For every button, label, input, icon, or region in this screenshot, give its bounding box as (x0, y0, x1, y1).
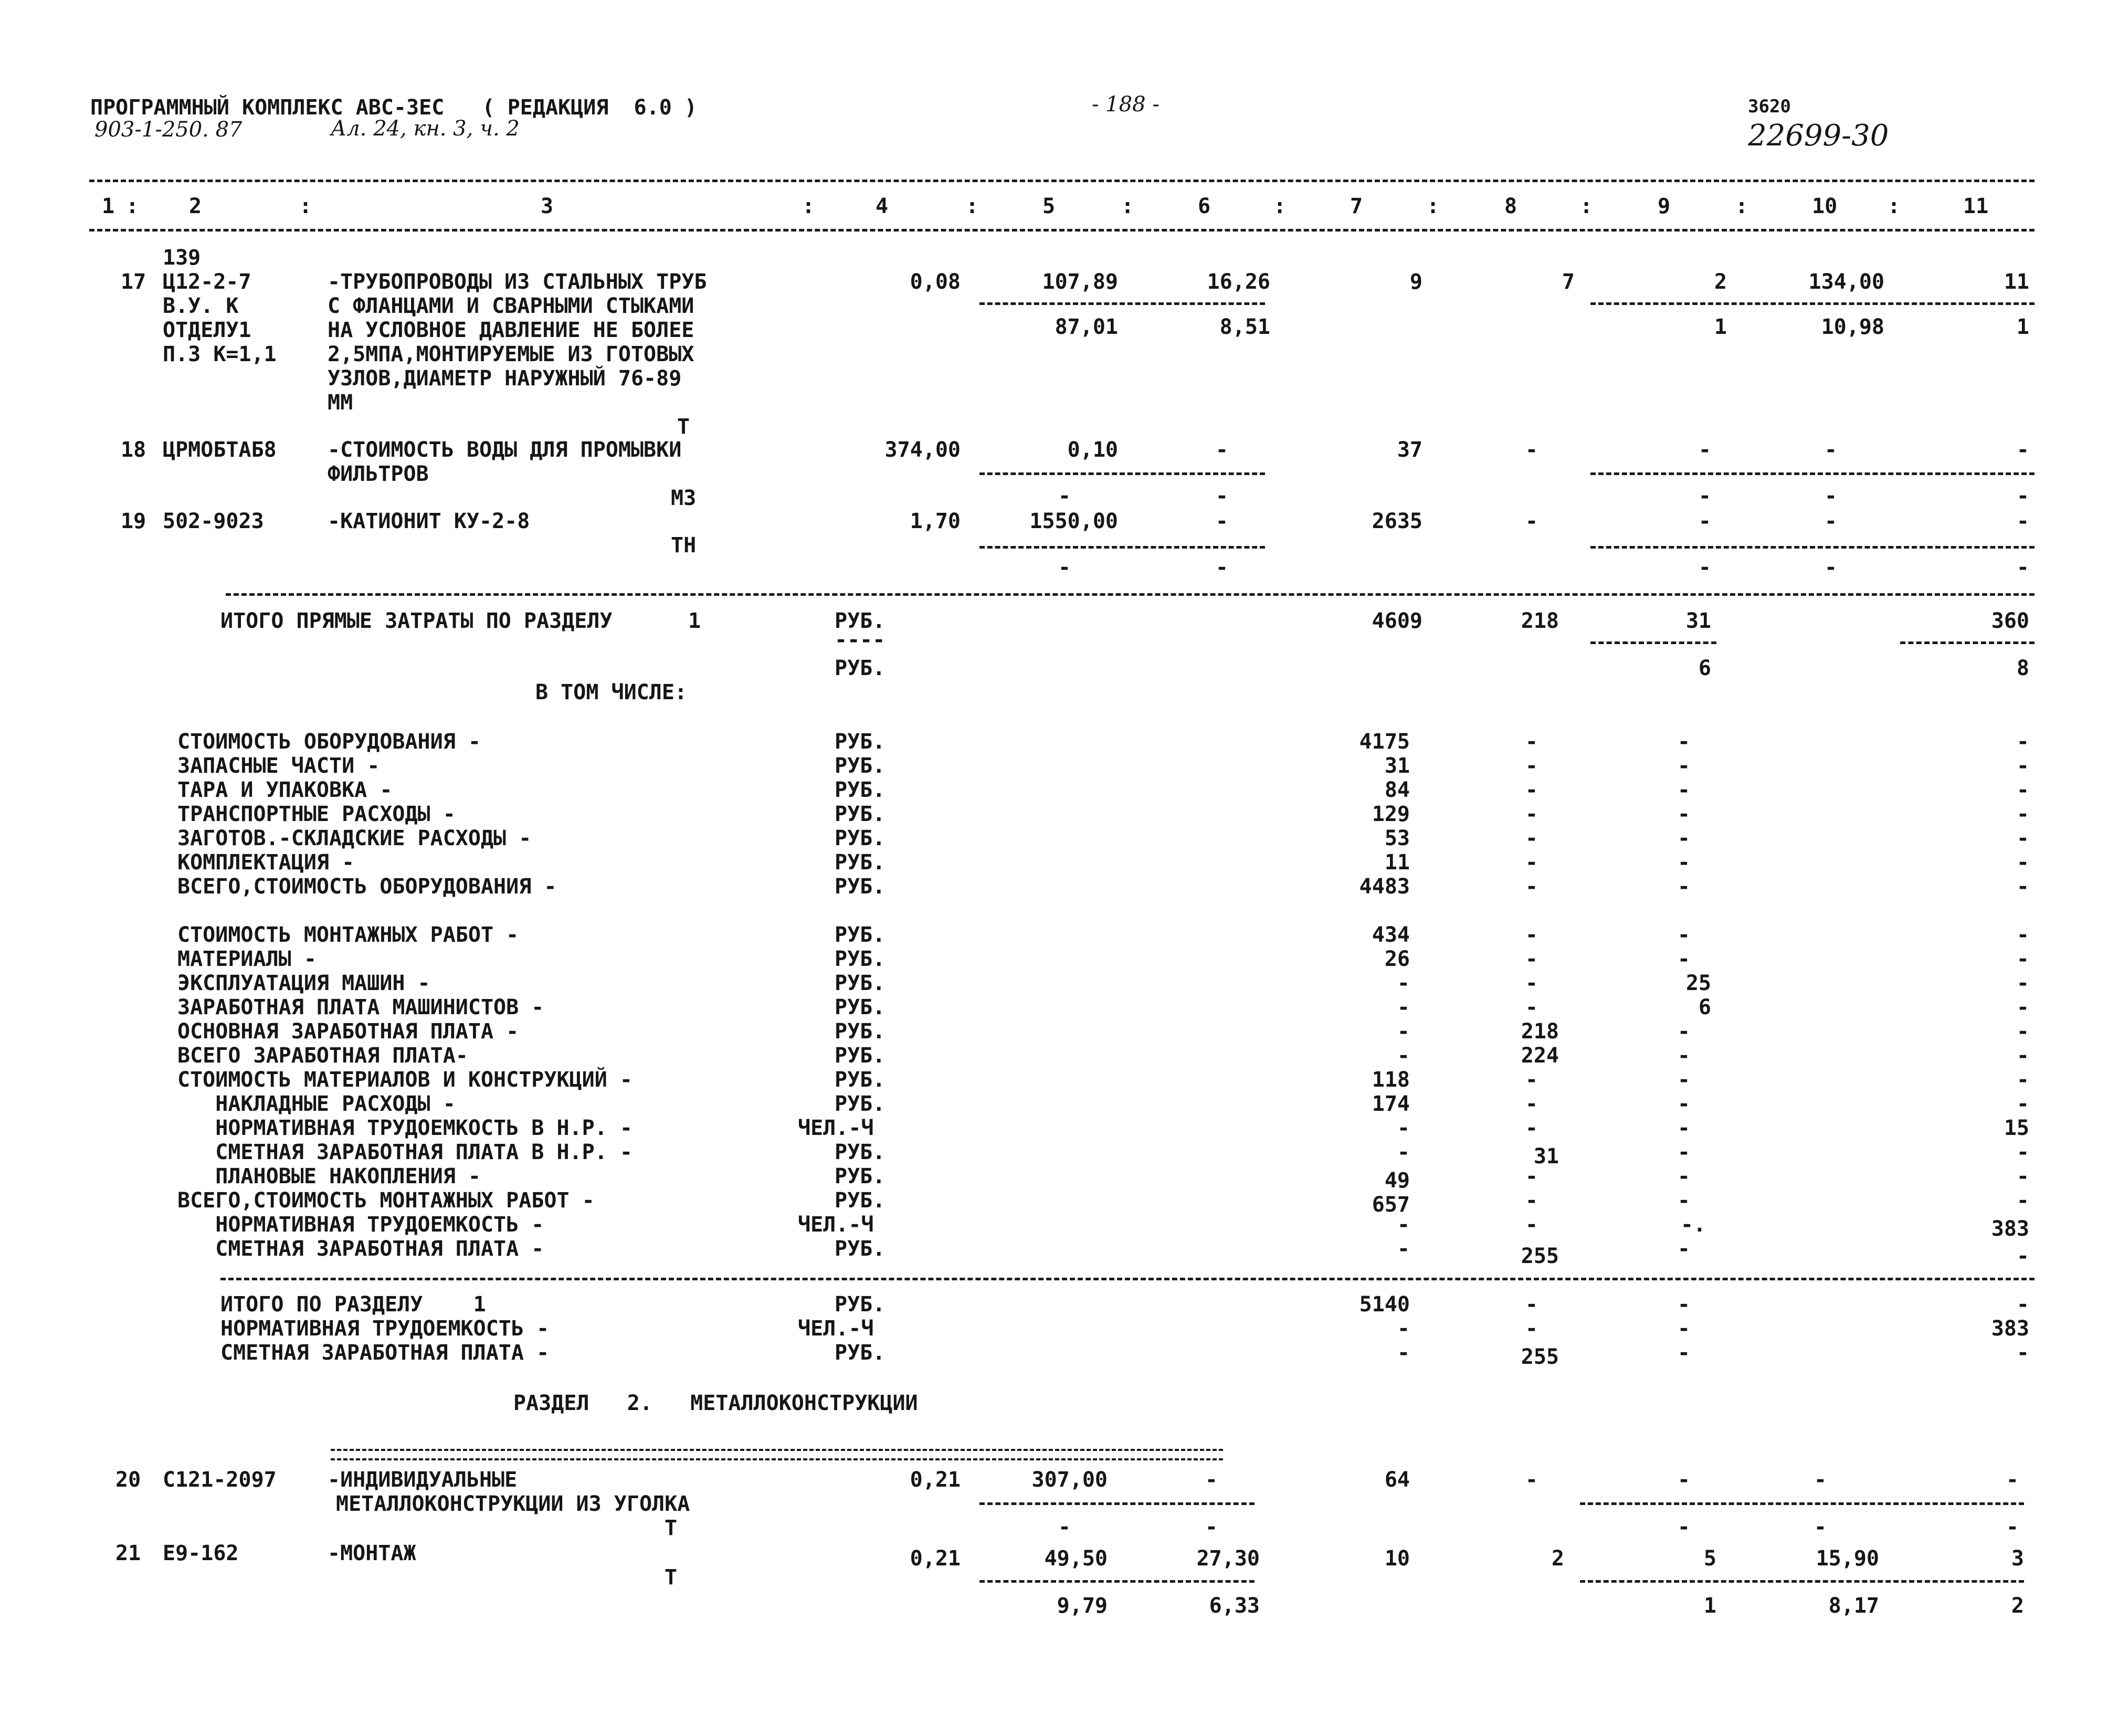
cell-c9-labor: 1 (1714, 315, 1727, 339)
line-c8: 31 (1533, 1144, 1559, 1169)
total-c8: - (1525, 1317, 1538, 1341)
total-c7: - (1397, 1341, 1410, 1365)
cell-c11: - (2016, 509, 2029, 533)
summary-c11-labor: 8 (2016, 656, 2029, 680)
cell-c6-labor: 6,33 (1209, 1594, 1260, 1618)
section-title: РАЗДЕЛ 2. МЕТАЛЛОКОНСТРУКЦИИ (513, 1391, 918, 1415)
line-c9: - (1677, 1116, 1690, 1140)
line-label: НОРМАТИВНАЯ ТРУДОЕМКОСТЬ - (177, 1213, 544, 1237)
total-c8: 255 (1521, 1345, 1559, 1369)
line-label: ОСНОВНАЯ ЗАРАБОТНАЯ ПЛАТА - (177, 1019, 519, 1044)
cell-c5-labor: - (1058, 555, 1071, 580)
cell-c10-labor: - (1824, 484, 1837, 508)
cell-c11: 3 (2011, 1546, 2024, 1571)
total-label: ИТОГО ПО РАЗДЕЛУ 1 (220, 1292, 486, 1317)
cell-c4: 0,21 (910, 1546, 961, 1571)
cell-c10-labor: 10,98 (1821, 315, 1884, 339)
line-c8: - (1525, 947, 1538, 971)
cell-c11: 11 (2004, 270, 2029, 294)
cell-c5: 49,50 (1044, 1546, 1108, 1571)
cell-rule (1590, 546, 2035, 549)
row-number: 19 (121, 509, 146, 533)
line-unit: РУБ. (835, 1188, 886, 1213)
row-description: -КАТИОНИТ КУ-2-8 (328, 509, 530, 533)
line-c9: - (1677, 947, 1690, 971)
total-c11: - (2016, 1341, 2029, 1365)
cell-c5: 1550,00 (1029, 509, 1118, 533)
total-unit: РУБ. (835, 1341, 886, 1365)
line-unit: РУБ. (835, 730, 886, 754)
row-description: -ТРУБОПРОВОДЫ ИЗ СТАЛЬНЫХ ТРУБ (328, 270, 707, 294)
line-unit: РУБ. (835, 1068, 886, 1092)
line-c8: - (1525, 778, 1538, 802)
total-c8: - (1525, 1292, 1538, 1317)
summary-c9: 31 (1685, 609, 1711, 633)
line-c11: - (2016, 971, 2029, 995)
line-c11: - (2016, 1244, 2029, 1268)
line-c8: - (1525, 754, 1538, 778)
col-header-1: 1 (102, 194, 115, 218)
col-header-10: 10 (1812, 194, 1838, 218)
cell-c11-labor: 2 (2011, 1594, 2024, 1618)
line-label: СМЕТНАЯ ЗАРАБОТНАЯ ПЛАТА В Н.Р. - (177, 1140, 633, 1164)
cell-c5-labor: - (1058, 1515, 1071, 1539)
cell-c10-labor: - (1824, 555, 1837, 580)
line-label: ВСЕГО ЗАРАБОТНАЯ ПЛАТА- (177, 1044, 468, 1068)
col-sep: : (1580, 194, 1593, 218)
line-c8: - (1525, 1116, 1538, 1140)
cell-c7: 10 (1384, 1546, 1410, 1571)
row-code: Ц12-2-7 (163, 270, 251, 294)
cell-c6: - (1215, 438, 1228, 462)
cell-c8: - (1525, 438, 1538, 462)
line-unit: РУБ. (835, 802, 886, 826)
cell-c5-labor: 87,01 (1055, 315, 1118, 339)
row-description: ФИЛЬТРОВ (328, 462, 429, 486)
album-reference: Ал. 24, кн. 3, ч. 2 (331, 117, 520, 141)
line-c9: - (1677, 826, 1690, 850)
line-c9: - (1677, 1019, 1690, 1044)
total-unit: РУБ. (835, 1292, 886, 1317)
line-c11: - (2016, 826, 2029, 850)
col-header-3: 3 (541, 194, 554, 218)
line-c7: 26 (1384, 947, 1410, 971)
line-c8: - (1525, 826, 1538, 850)
page-number: - 188 - (1092, 92, 1160, 117)
section-rule (220, 1278, 2035, 1280)
line-c9: -. (1680, 1213, 1706, 1237)
line-label: ПЛАНОВЫЕ НАКОПЛЕНИЯ - (177, 1164, 481, 1188)
row-code: ОТДЕЛУ1 (163, 318, 251, 342)
cell-rule (1580, 1580, 2024, 1583)
line-c9: - (1677, 1237, 1690, 1261)
line-unit: РУБ. (835, 971, 886, 995)
col-header-9: 9 (1658, 194, 1671, 218)
line-unit: РУБ. (835, 923, 886, 947)
line-unit: РУБ. (835, 754, 886, 778)
cell-rule (1590, 472, 2035, 475)
line-c11: - (2016, 1092, 2029, 1116)
col-sep: : (1735, 194, 1748, 218)
cell-c10: - (1824, 438, 1837, 462)
line-unit: РУБ. (835, 1044, 886, 1068)
cell-c9-labor: - (1698, 484, 1711, 508)
row-prefix: 139 (163, 246, 201, 270)
total-c9: - (1677, 1317, 1690, 1341)
line-c8: - (1525, 1164, 1538, 1188)
line-c11: - (2016, 850, 2029, 875)
cell-c6-labor: - (1215, 484, 1228, 508)
cell-c11-labor: - (2006, 1515, 2019, 1539)
program-title: ПРОГРАММНЫЙ КОМПЛЕКС АВС-3ЕС ( РЕДАКЦИЯ 6.0 ) (90, 96, 697, 120)
line-label: ТАРА И УПАКОВКА - (177, 778, 393, 802)
line-unit: РУБ. (835, 947, 886, 971)
cell-c9: 2 (1714, 270, 1727, 294)
line-c11: - (2016, 802, 2029, 826)
section-rule (226, 593, 2035, 596)
col-header-4: 4 (876, 194, 889, 218)
cell-rule (979, 1580, 1255, 1583)
line-c7: - (1397, 1140, 1410, 1164)
line-c7: 118 (1372, 1068, 1410, 1092)
col-sep: : (1427, 194, 1440, 218)
line-label: ЗАПАСНЫЕ ЧАСТИ - (177, 754, 380, 778)
line-unit: РУБ. (835, 875, 886, 899)
summary-unit: РУБ. (835, 609, 886, 633)
cell-c8: 2 (1551, 1546, 1564, 1571)
line-label: НОРМАТИВНАЯ ТРУДОЕМКОСТЬ В Н.Р. - (177, 1116, 633, 1140)
line-c7: 174 (1372, 1092, 1410, 1116)
line-c9: - (1677, 875, 1690, 899)
cell-c6-labor: 8,51 (1219, 315, 1270, 339)
cell-c6-labor: - (1205, 1515, 1218, 1539)
line-c11: - (2016, 1044, 2029, 1068)
line-label: НАКЛАДНЫЕ РАСХОДЫ - (177, 1092, 456, 1116)
row-description: -СТОИМОСТЬ ВОДЫ ДЛЯ ПРОМЫВКИ (328, 438, 682, 462)
cell-c6: 16,26 (1207, 270, 1270, 294)
line-unit: ЧЕЛ.-Ч (798, 1116, 874, 1140)
line-c8: - (1525, 1068, 1538, 1092)
cell-c11-labor: 1 (2016, 315, 2029, 339)
col-header-6: 6 (1198, 194, 1211, 218)
cell-c11-labor: - (2016, 555, 2029, 580)
cell-c10: 134,00 (1808, 270, 1884, 294)
row-code: С121-2097 (163, 1468, 277, 1492)
line-c7: 84 (1384, 778, 1410, 802)
line-c8: - (1525, 1092, 1538, 1116)
row-unit: М3 (671, 486, 697, 510)
cell-c7: 9 (1409, 270, 1422, 294)
cell-c5: 0,10 (1067, 438, 1118, 462)
cell-c9: 5 (1703, 1546, 1716, 1571)
line-label: СТОИМОСТЬ МАТЕРИАЛОВ И КОНСТРУКЦИЙ - (177, 1068, 633, 1092)
line-c7: 4483 (1359, 875, 1410, 899)
line-c7: 4175 (1359, 730, 1410, 754)
summary-label: ИТОГО ПРЯМЫЕ ЗАТРАТЫ ПО РАЗДЕЛУ 1 (220, 609, 701, 633)
cell-c7: 64 (1384, 1468, 1410, 1492)
line-c11: - (2016, 875, 2029, 899)
total-c7: - (1397, 1317, 1410, 1341)
line-c8: - (1525, 971, 1538, 995)
line-c7: 53 (1384, 826, 1410, 850)
line-c7: 434 (1372, 923, 1410, 947)
line-c9: 6 (1698, 995, 1711, 1019)
line-label: КОМПЛЕКТАЦИЯ - (177, 850, 355, 875)
cell-c6: - (1215, 509, 1228, 533)
cell-c7: 2635 (1372, 509, 1422, 533)
line-c9: - (1677, 850, 1690, 875)
col-sep: : (299, 194, 312, 218)
cell-rule (1590, 302, 2035, 305)
cell-rule (1590, 641, 1716, 644)
line-c11: - (2016, 1188, 2029, 1213)
row-number: 20 (115, 1468, 141, 1492)
total-c7: 5140 (1359, 1292, 1410, 1317)
cell-c6: 27,30 (1196, 1546, 1260, 1571)
row-number: 18 (121, 438, 146, 462)
line-c11: - (2016, 1068, 2029, 1092)
row-description: С ФЛАНЦАМИ И СВАРНЫМИ СТЫКАМИ (328, 294, 694, 318)
col-header-8: 8 (1504, 194, 1517, 218)
line-c9: - (1677, 730, 1690, 754)
row-description: -ИНДИВИДУАЛЬНЫЕ (328, 1468, 518, 1492)
line-c8: 218 (1521, 1019, 1559, 1044)
row-code: 502-9023 (163, 509, 264, 533)
line-label: ВСЕГО,СТОИМОСТЬ МОНТАЖНЫХ РАБОТ - (177, 1188, 595, 1213)
cell-c5-labor: 9,79 (1057, 1594, 1108, 1618)
row-description: ММ (328, 391, 353, 415)
line-c11: - (2016, 1164, 2029, 1188)
row-description: МЕТАЛЛОКОНСТРУКЦИИ ИЗ УГОЛКА (336, 1492, 690, 1516)
row-number: 21 (115, 1541, 141, 1565)
total-c11: 383 (1991, 1317, 2029, 1341)
line-c7: - (1397, 971, 1410, 995)
cell-rule (979, 302, 1265, 305)
row-unit: ТН (671, 533, 697, 557)
summary-unit-rule: ---- (835, 628, 886, 652)
line-c9: - (1677, 802, 1690, 826)
cell-c11-labor: - (2016, 484, 2029, 508)
line-unit: РУБ. (835, 1140, 886, 1164)
line-c7: 657 (1372, 1193, 1410, 1217)
header-rule-top (89, 180, 2035, 182)
line-unit: РУБ. (835, 1019, 886, 1044)
cell-rule (1900, 641, 2035, 644)
row-description: 2,5МПА,МОНТИРУЕМЫЕ ИЗ ГОТОВЫХ (328, 342, 694, 366)
cell-c8: - (1525, 1468, 1538, 1492)
cell-c4: 374,00 (884, 438, 961, 462)
line-c8: - (1525, 730, 1538, 754)
line-c7: - (1397, 1019, 1410, 1044)
summary-c9-labor: 6 (1698, 656, 1711, 680)
line-unit: РУБ. (835, 1164, 886, 1188)
line-c11: - (2016, 1140, 2029, 1164)
line-c11: - (2016, 1019, 2029, 1044)
in-that-heading: В ТОМ ЧИСЛЕ: (535, 680, 687, 704)
cell-rule (1580, 1502, 2024, 1505)
line-c7: 11 (1384, 850, 1410, 875)
cell-c4: 1,70 (910, 509, 961, 533)
row-number: 17 (121, 270, 146, 294)
summary-c8: 218 (1521, 609, 1559, 633)
line-c9: - (1677, 754, 1690, 778)
cell-c5: 107,89 (1042, 270, 1118, 294)
cell-c11: - (2016, 438, 2029, 462)
cell-c9: - (1698, 509, 1711, 533)
summary-c11: 360 (1991, 609, 2029, 633)
cell-c10-labor: 8,17 (1828, 1594, 1879, 1618)
line-label: ЗАРАБОТНАЯ ПЛАТА МАШИНИСТОВ - (177, 995, 544, 1019)
row-code: П.3 К=1,1 (163, 342, 277, 366)
row-description: НА УСЛОВНОЕ ДАВЛЕНИЕ НЕ БОЛЕЕ (328, 318, 694, 342)
cell-c8: 7 (1562, 270, 1575, 294)
cell-c10: 15,90 (1816, 1546, 1879, 1571)
cell-c4: 0,21 (910, 1468, 961, 1492)
line-c11: - (2016, 995, 2029, 1019)
line-c9: - (1677, 778, 1690, 802)
section-title-rule (331, 1449, 1223, 1460)
line-c8: - (1525, 995, 1538, 1019)
total-unit: ЧЕЛ.-Ч (798, 1317, 874, 1341)
cell-c7: 37 (1397, 438, 1422, 462)
line-c7: - (1397, 1213, 1410, 1237)
line-c8: - (1525, 802, 1538, 826)
row-code: В.У. К (163, 294, 239, 318)
line-c7: - (1397, 1044, 1410, 1068)
line-c11: - (2016, 754, 2029, 778)
cell-c6-labor: - (1215, 555, 1228, 580)
line-unit: РУБ. (835, 1092, 886, 1116)
line-c9: - (1677, 1188, 1690, 1213)
row-description: -МОНТАЖ (328, 1541, 416, 1565)
line-label: СМЕТНАЯ ЗАРАБОТНАЯ ПЛАТА - (177, 1237, 544, 1261)
row-unit: Т (665, 1565, 678, 1590)
header-rule-bottom (89, 229, 2035, 232)
total-c11: - (2016, 1292, 2029, 1317)
cell-c9-labor: - (1698, 555, 1711, 580)
cell-c4: 0,08 (910, 270, 961, 294)
line-c9: - (1677, 923, 1690, 947)
cell-c10: - (1824, 509, 1837, 533)
row-unit: Т (665, 1516, 678, 1540)
line-c11: - (2016, 923, 2029, 947)
cell-rule (979, 546, 1265, 549)
line-c8: - (1525, 923, 1538, 947)
cell-c9: - (1698, 438, 1711, 462)
row-code: Е9-162 (163, 1541, 239, 1565)
total-c9: - (1677, 1292, 1690, 1317)
line-label: ТРАНСПОРТНЫЕ РАСХОДЫ - (177, 802, 456, 826)
line-c7: - (1397, 995, 1410, 1019)
col-sep: : (1121, 194, 1134, 218)
line-c8: 255 (1521, 1244, 1559, 1268)
col-header-2: 2 (189, 194, 202, 218)
line-unit: ЧЕЛ.-Ч (798, 1213, 874, 1237)
line-c9: - (1677, 1164, 1690, 1188)
line-unit: РУБ. (835, 850, 886, 875)
line-c7: - (1397, 1237, 1410, 1261)
line-label: ВСЕГО,СТОИМОСТЬ ОБОРУДОВАНИЯ - (177, 875, 557, 899)
cell-c10: - (1814, 1468, 1827, 1492)
cell-rule (979, 1502, 1255, 1505)
line-label: ЭКСПЛУАТАЦИЯ МАШИН - (177, 971, 430, 995)
total-label: НОРМАТИВНАЯ ТРУДОЕМКОСТЬ - (220, 1317, 550, 1341)
col-header-11: 11 (1963, 194, 1989, 218)
document-number: 22699-30 (1748, 119, 1889, 153)
cell-rule (979, 472, 1265, 475)
line-unit: РУБ. (835, 826, 886, 850)
col-header-7: 7 (1350, 194, 1363, 218)
line-c8: - (1525, 850, 1538, 875)
cell-c5-labor: - (1058, 484, 1071, 508)
row-description: УЗЛОВ,ДИАМЕТР НАРУЖНЫЙ 76-89 (328, 366, 682, 391)
cell-c11: - (2006, 1468, 2019, 1492)
col-sep: : (1273, 194, 1287, 218)
row-unit: Т (677, 415, 690, 439)
line-label: МАТЕРИАЛЫ - (177, 947, 317, 971)
line-c7: - (1397, 1116, 1410, 1140)
line-label: ЗАГОТОВ.-СКЛАДСКИЕ РАСХОДЫ - (177, 826, 532, 850)
col-sep: : (1888, 194, 1901, 218)
line-c8: - (1525, 1188, 1538, 1213)
cell-c9-labor: - (1677, 1515, 1690, 1539)
row-code: ЦРМОБТАБ8 (163, 438, 277, 462)
line-c8: - (1525, 875, 1538, 899)
cell-c6: - (1205, 1468, 1218, 1492)
cell-c9: - (1677, 1468, 1690, 1492)
line-label: СТОИМОСТЬ МОНТАЖНЫХ РАБОТ - (177, 923, 519, 947)
total-c9: - (1677, 1341, 1690, 1365)
line-c11: 383 (1991, 1217, 2029, 1241)
cell-c10-labor: - (1814, 1515, 1827, 1539)
line-c9: - (1677, 1092, 1690, 1116)
line-unit: РУБ. (835, 995, 886, 1019)
line-c9: - (1677, 1044, 1690, 1068)
code-small: 3620 (1748, 96, 1791, 117)
line-c7: 129 (1372, 802, 1410, 826)
summary-unit: РУБ. (835, 656, 886, 680)
col-header-5: 5 (1042, 194, 1056, 218)
line-c9: - (1677, 1068, 1690, 1092)
line-c7: 49 (1384, 1169, 1410, 1193)
cell-c5: 307,00 (1031, 1468, 1108, 1492)
line-label: СТОИМОСТЬ ОБОРУДОВАНИЯ - (177, 730, 481, 754)
line-unit: РУБ. (835, 778, 886, 802)
line-c9: - (1677, 1140, 1690, 1164)
cell-c9-labor: 1 (1703, 1594, 1716, 1618)
col-sep: : (126, 194, 139, 218)
line-c11: - (2016, 778, 2029, 802)
line-c11: - (2016, 730, 2029, 754)
col-sep: : (966, 194, 979, 218)
line-c9: 25 (1685, 971, 1711, 995)
cell-c8: - (1525, 509, 1538, 533)
line-c11: 15 (2004, 1116, 2029, 1140)
total-label: СМЕТНАЯ ЗАРАБОТНАЯ ПЛАТА - (220, 1341, 550, 1365)
line-c8: 224 (1521, 1044, 1559, 1068)
line-c11: - (2016, 947, 2029, 971)
col-sep: : (802, 194, 815, 218)
summary-c7: 4609 (1372, 609, 1422, 633)
project-number: 903-1-250. 87 (94, 118, 243, 142)
line-unit: РУБ. (835, 1237, 886, 1261)
line-c8: - (1525, 1213, 1538, 1237)
line-c7: 31 (1384, 754, 1410, 778)
